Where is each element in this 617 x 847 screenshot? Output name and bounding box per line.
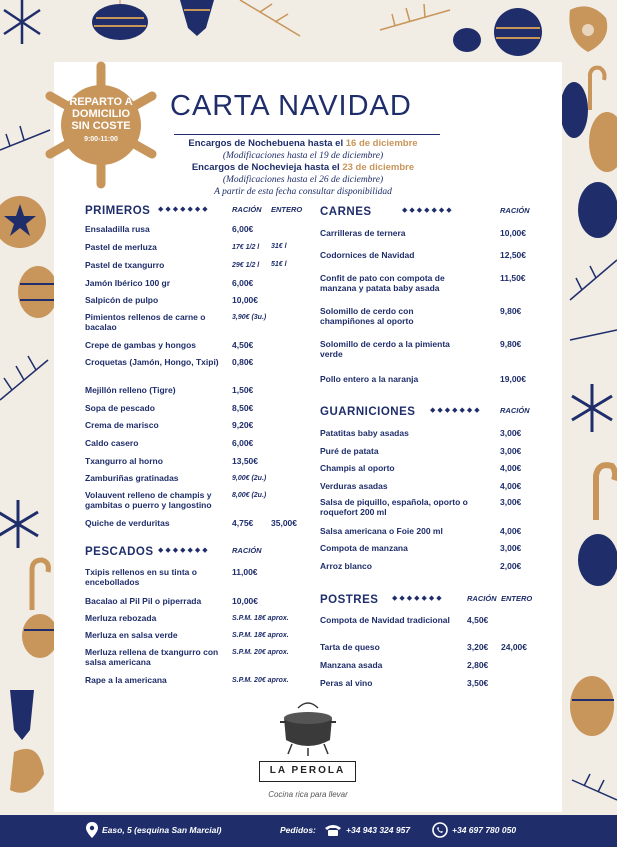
ornament-icon bbox=[10, 749, 44, 793]
menu-item-name: Confit de pato con compota de manzana y patata baby asada bbox=[320, 273, 445, 293]
badge-hours: 9:00-11:00 bbox=[84, 136, 118, 143]
menu-item-name: Tarta de queso bbox=[320, 642, 380, 652]
menu-item-name: Peras al vino bbox=[320, 678, 373, 688]
menu-item-price: 9,00€ (2u.) bbox=[232, 475, 267, 482]
footer-whatsapp[interactable]: +34 697 780 050 bbox=[452, 825, 517, 835]
menu-item-name: Bacalao al Pil Pil o piperrada bbox=[85, 596, 202, 606]
column-header-entero: ENTERO bbox=[271, 205, 303, 214]
pescados-section-title: PESCADOS bbox=[85, 546, 154, 558]
section-dots-divider: ◆◆◆◆◆◆◆ bbox=[430, 407, 482, 414]
menu-item-name: Txipis rellenos en su tinta o encebollados bbox=[85, 567, 197, 587]
menu-item-price: 3,00€ bbox=[500, 497, 522, 507]
ornament-icon bbox=[0, 196, 46, 248]
telephone-icon bbox=[324, 823, 342, 837]
menu-item-name: Solomillo de cerdo con champiñones al oporto bbox=[320, 306, 414, 326]
ornament-icon bbox=[18, 266, 58, 318]
menu-item-price: 9,80€ bbox=[500, 306, 522, 316]
tagline: Cocina rica para llevar bbox=[268, 790, 348, 799]
menu-item-price: 4,50€ bbox=[232, 340, 254, 350]
menu-item-price: 6,00€ bbox=[232, 438, 254, 448]
menu-item-name: Zamburiñas gratinadas bbox=[85, 473, 179, 483]
menu-item-price: 9,80€ bbox=[500, 339, 522, 349]
ornament-icon bbox=[589, 112, 617, 172]
footer-address: Easo, 5 (esquina San Marcial) bbox=[102, 825, 222, 835]
menu-item-name: Merluza rebozada bbox=[85, 613, 157, 623]
ornament-icon bbox=[569, 6, 607, 52]
menu-item-name: Mejillón relleno (Tigre) bbox=[85, 385, 176, 395]
menu-item-price: 11,50€ bbox=[500, 273, 526, 283]
menu-item-name: Puré de patata bbox=[320, 446, 379, 456]
menu-item-name: Pastel de txangurro bbox=[85, 260, 165, 270]
menu-item-price: 4,50€ bbox=[467, 615, 489, 625]
menu-item-name: Crema de marisco bbox=[85, 420, 159, 430]
menu-title: CARTA NAVIDAD bbox=[170, 90, 412, 122]
snowflake-icon bbox=[572, 384, 612, 432]
menu-item-price-entero: 24,00€ bbox=[501, 642, 527, 652]
menu-item-name: Pimientos rellenos de carne o bacalao bbox=[85, 312, 206, 332]
ornament-icon bbox=[10, 690, 34, 740]
order-notes: Encargos de Nochebuena hasta el 16 de diciembre (Modificaciones hasta el 19 de diciembre) Encargos de Nochevieja hasta el 23 de diciembre (Modificaciones hasta el 26 de diciembre) A partir de esta fecha consultar disponibilidad bbox=[188, 138, 418, 197]
section-dots-divider: ◆◆◆◆◆◆◆ bbox=[158, 206, 210, 213]
column-header-racion: RACIÓN bbox=[232, 546, 262, 555]
location-pin-icon bbox=[86, 822, 98, 838]
ornament-icon bbox=[22, 614, 58, 658]
menu-item-price: 9,20€ bbox=[232, 420, 254, 430]
section-dots-divider: ◆◆◆◆◆◆◆ bbox=[392, 595, 444, 602]
menu-item-name: Caldo casero bbox=[85, 438, 139, 448]
snowflake-icon bbox=[0, 500, 38, 548]
column-header-racion: RACIÓN bbox=[500, 406, 530, 415]
menu-item-price: S.P.M. 18€ aprox. bbox=[232, 632, 289, 639]
menu-item-name: Merluza rellena de txangurro con salsa americana bbox=[85, 647, 219, 667]
menu-item-price: 10,00€ bbox=[232, 596, 258, 606]
menu-item-name: Ensaladilla rusa bbox=[85, 224, 150, 234]
menu-item-price: 6,00€ bbox=[232, 278, 254, 288]
menu-item-name: Codornices de Navidad bbox=[320, 250, 415, 260]
menu-item-name: Volauvent relleno de champis y gambitas o puerro y langostino bbox=[85, 490, 212, 510]
menu-item-price: S.P.M. 20€ aprox. bbox=[232, 677, 289, 684]
menu-item-price: 3,00€ bbox=[500, 543, 522, 553]
menu-item-price: 4,00€ bbox=[500, 481, 522, 491]
ornament-icon bbox=[570, 676, 614, 736]
menu-item-name: Arroz blanco bbox=[320, 561, 372, 571]
menu-item-name: Quiche de verduritas bbox=[85, 518, 170, 528]
menu-item-price: 0,80€ bbox=[232, 357, 254, 367]
menu-item-price: 12,50€ bbox=[500, 250, 526, 260]
branch-icon bbox=[570, 260, 617, 340]
delivery-badge bbox=[36, 60, 166, 190]
menu-item-price: 11,00€ bbox=[232, 567, 258, 577]
ornament-icon bbox=[578, 534, 617, 586]
menu-item-price: 29€ 1/2 l bbox=[232, 262, 260, 269]
menu-item-price: 1,50€ bbox=[232, 385, 254, 395]
footer-orders-label: Pedidos: bbox=[280, 825, 316, 835]
menu-item-name: Salsa americana o Foie 200 ml bbox=[320, 526, 443, 536]
footer-phone[interactable]: +34 943 324 957 bbox=[346, 825, 411, 835]
ornament-icon bbox=[494, 8, 542, 56]
menu-item-name: Sopa de pescado bbox=[85, 403, 155, 413]
column-header-racion: RACIÓN bbox=[467, 594, 497, 603]
column-header-racion: RACIÓN bbox=[232, 205, 262, 214]
menu-item-price: 4,00€ bbox=[500, 526, 522, 536]
menu-item-name: Crepe de gambas y hongos bbox=[85, 340, 196, 350]
menu-item-price: 4,00€ bbox=[500, 463, 522, 473]
menu-item-price: 8,50€ bbox=[232, 403, 254, 413]
menu-item-name: Croquetas (Jamón, Hongo, Txipi) bbox=[85, 357, 219, 367]
menu-item-price: S.P.M. 18€ aprox. bbox=[232, 615, 289, 622]
menu-item-price: 4,75€ bbox=[232, 518, 254, 528]
title-divider bbox=[174, 134, 440, 135]
menu-item-name: Salsa de piquillo, española, oporto o roquefort 200 ml bbox=[320, 497, 468, 517]
guarniciones-section-title: GUARNICIONES bbox=[320, 406, 416, 418]
menu-item-price: 19,00€ bbox=[500, 374, 526, 384]
menu-item-price: 3,00€ bbox=[500, 446, 522, 456]
column-header-racion: RACIÓN bbox=[500, 206, 530, 215]
menu-item-price: 17€ 1/2 l bbox=[232, 244, 260, 251]
menu-item-price: 3,90€ (3u.) bbox=[232, 314, 267, 321]
postres-section-title: POSTRES bbox=[320, 594, 379, 606]
section-dots-divider: ◆◆◆◆◆◆◆ bbox=[158, 547, 210, 554]
ornament-icon bbox=[92, 0, 148, 40]
candy-cane-icon bbox=[32, 560, 48, 610]
menu-item-name: Pastel de merluza bbox=[85, 242, 157, 252]
menu-item-name: Merluza en salsa verde bbox=[85, 630, 178, 640]
candy-cane-icon bbox=[596, 465, 615, 520]
menu-item-name: Rape a la americana bbox=[85, 675, 167, 685]
menu-item-name: Patatitas baby asadas bbox=[320, 428, 409, 438]
menu-item-name: Verduras asadas bbox=[320, 481, 388, 491]
brand-logo: LA PEROLA bbox=[259, 761, 356, 782]
menu-item-name: Pollo entero a la naranja bbox=[320, 374, 419, 384]
menu-item-name: Compota de Navidad tradicional bbox=[320, 615, 450, 625]
menu-item-price: S.P.M. 20€ aprox. bbox=[232, 649, 289, 656]
whatsapp-icon bbox=[432, 822, 448, 838]
snowflake-icon bbox=[4, 0, 40, 44]
menu-item-name: Manzana asada bbox=[320, 660, 383, 670]
pot-icon bbox=[278, 700, 338, 756]
primeros-section-title: PRIMEROS bbox=[85, 205, 151, 217]
section-dots-divider: ◆◆◆◆◆◆◆ bbox=[402, 207, 454, 214]
menu-item-price: 8,00€ (2u.) bbox=[232, 492, 267, 499]
menu-item-price: 10,00€ bbox=[232, 295, 258, 305]
menu-item-price-entero: 31€ l bbox=[271, 243, 287, 250]
menu-item-name: Salpicón de pulpo bbox=[85, 295, 159, 305]
branch-icon bbox=[572, 774, 617, 800]
ornament-icon bbox=[453, 28, 481, 52]
menu-item-price: 10,00€ bbox=[500, 228, 526, 238]
menu-item-price: 3,00€ bbox=[500, 428, 522, 438]
menu-item-name: Txangurro al horno bbox=[85, 456, 163, 466]
menu-item-price-entero: 51€ l bbox=[271, 261, 287, 268]
menu-item-price: 2,00€ bbox=[500, 561, 522, 571]
candy-cane-icon bbox=[590, 68, 605, 110]
footer-bar bbox=[0, 815, 617, 847]
menu-item-name: Champis al oporto bbox=[320, 463, 395, 473]
ornament-icon bbox=[180, 0, 214, 36]
menu-item-name: Solomillo de cerdo a la pimienta verde bbox=[320, 339, 450, 359]
menu-item-price: 3,20€ bbox=[467, 642, 489, 652]
menu-item-price: 3,50€ bbox=[467, 678, 489, 688]
menu-item-price: 13,50€ bbox=[232, 456, 258, 466]
branch-icon bbox=[240, 0, 450, 36]
column-header-entero: ENTERO bbox=[501, 594, 533, 603]
menu-item-name: Carrilleras de ternera bbox=[320, 228, 406, 238]
badge-text: REPARTO A DOMICILIO SIN COSTE 9:00-11:00 bbox=[36, 96, 166, 146]
carnes-section-title: CARNES bbox=[320, 206, 372, 218]
menu-item-price: 2,80€ bbox=[467, 660, 489, 670]
menu-item-name: Compota de manzana bbox=[320, 543, 408, 553]
menu-item-name: Jamón Ibérico 100 gr bbox=[85, 278, 171, 288]
menu-item-price-entero: 35,00€ bbox=[271, 518, 297, 528]
ornament-icon bbox=[560, 82, 588, 138]
ornament-icon bbox=[578, 182, 617, 238]
menu-item-price: 6,00€ bbox=[232, 224, 254, 234]
